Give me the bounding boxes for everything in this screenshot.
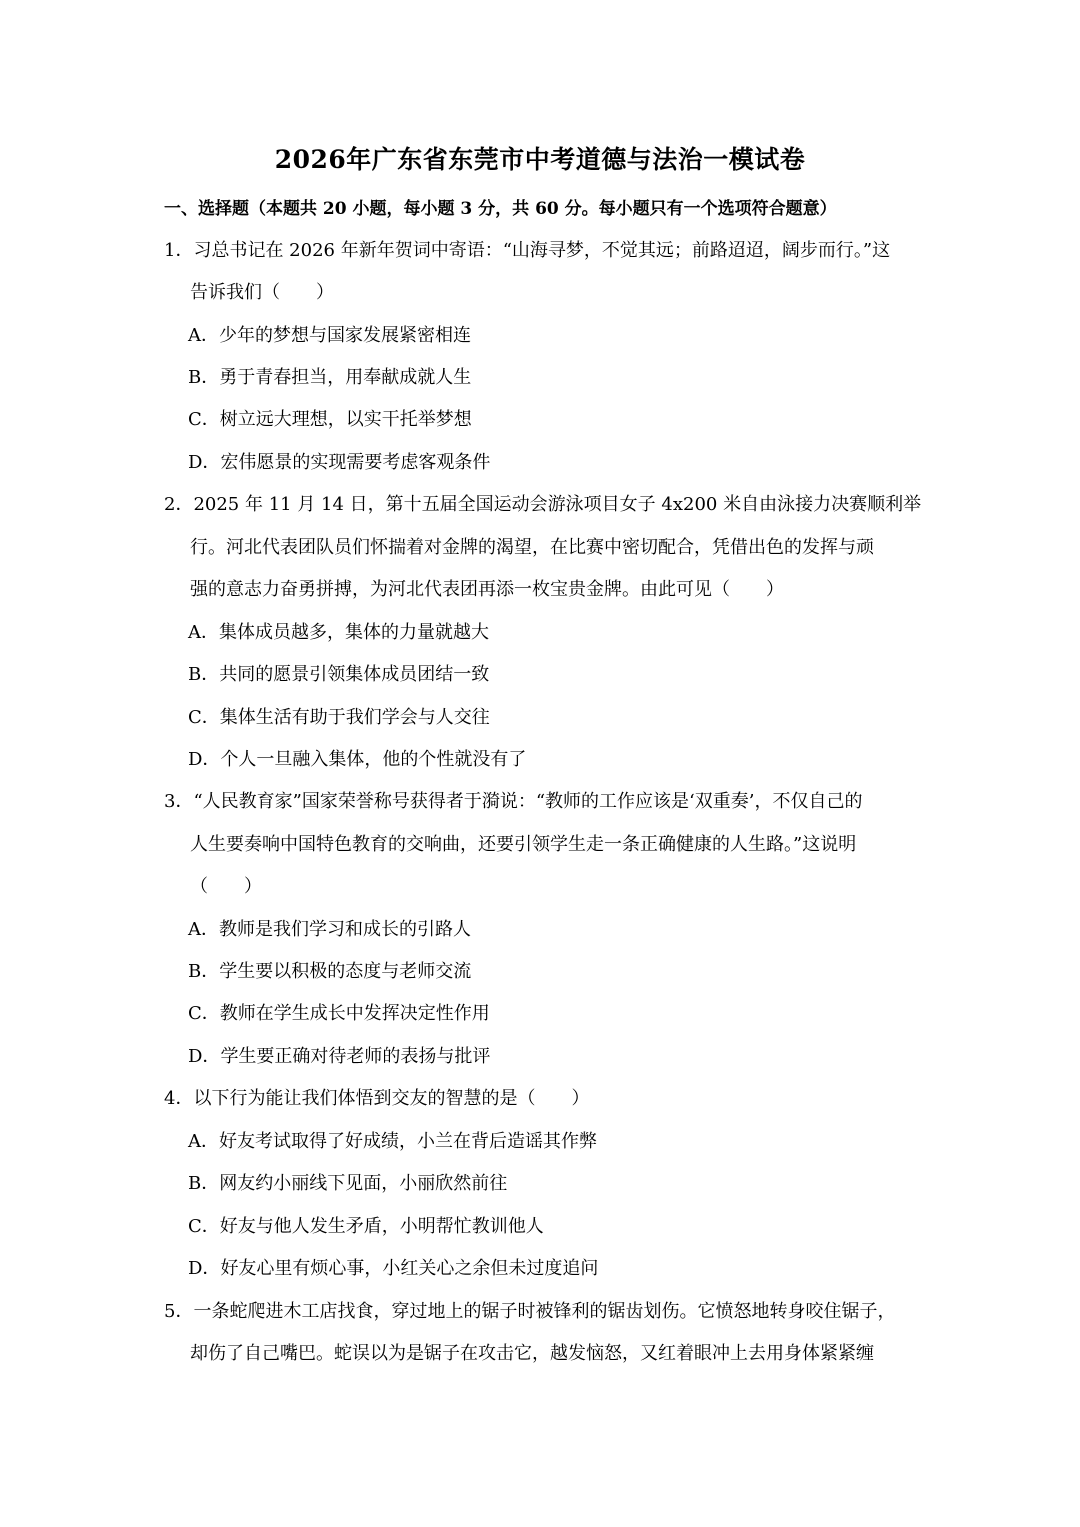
option-label: C． [188,1216,220,1237]
question-5-stem-line-2: 却伤了自己嘴巴。蛇误以为是锯子在攻击它，越发恼怒，又红着眼冲上去用身体紧紧缠 [190,1343,874,1364]
option-text: 树立远大理想，以实干托举梦想 [219,409,472,430]
question-4-option-b [188,1169,507,1199]
option-text: 少年的梦想与国家发展紧密相连 [219,325,471,346]
option-label: C． [188,409,220,430]
page-title: 2026年广东省东莞市中考道德与法治一模试卷 [274,145,806,174]
question-4-option-a [188,1127,597,1157]
question-2-option-b [188,660,489,690]
question-4-option-d [188,1254,598,1284]
question-2-option-c [188,703,490,733]
question-3-stem-line-1 [164,787,863,817]
question-1-stem-line-2: 告诉我们（ ） [190,282,334,303]
option-text: 教师在学生成长中发挥决定性作用 [219,1003,490,1024]
question-4-option-c [188,1212,544,1242]
question-3-stem-line-3: （ ） [190,876,262,897]
option-text: 网友约小丽线下见面，小丽欣然前往 [219,1173,508,1194]
question-3-option-d [188,1042,490,1072]
stem-text: 以下行为能让我们体悟到交友的智慧的是（ ） [193,1088,590,1109]
option-label: B． [188,961,220,982]
option-text: 集体成员越多，集体的力量就越大 [219,622,489,643]
section-heading: 一、选择题（本题共 20 小题，每小题 3 分，共 60 分。每小题只有一个选项符合题意） [164,199,837,219]
option-text: 学生要正确对待老师的表扬与批评 [220,1046,491,1067]
question-number: 1． [164,240,194,261]
stem-text: “人民教育家”国家荣誉称号获得者于漪说：“教师的工作应该是‘双重奏’，不仅自己的 [193,791,863,812]
option-text: 学生要以积极的态度与老师交流 [219,961,472,982]
option-label: D． [188,452,221,473]
option-text: 宏伟愿景的实现需要考虑客观条件 [220,452,491,473]
question-5-stem-line-1 [164,1297,895,1327]
question-2-option-a [188,618,489,648]
option-text: 好友心里有烦心事，小红关心之余但未过度追问 [220,1258,599,1279]
question-1-option-c [188,405,472,435]
question-4-stem-line-1 [164,1084,589,1114]
option-label: D． [188,1258,221,1279]
question-3-stem-line-2: 人生要奏响中国特色教育的交响曲，还要引领学生走一条正确健康的人生路。”这说明 [190,834,857,855]
option-label: C． [188,707,220,728]
question-1-option-a [188,321,471,351]
option-text: 个人一旦融入集体，他的个性就没有了 [220,749,527,770]
option-label: C． [188,1003,220,1024]
option-label: A． [188,1131,219,1152]
option-text: 勇于青春担当，用奉献成就人生 [219,367,472,388]
option-label: B． [188,1173,220,1194]
option-text: 集体生活有助于我们学会与人交往 [219,707,490,728]
question-number: 3． [164,791,194,812]
question-1-option-b [188,363,471,393]
option-text: 好友与他人发生矛盾，小明帮忙教训他人 [219,1216,544,1237]
option-label: A． [188,622,219,643]
question-2-stem-line-2: 行。河北代表团队员们怀揣着对金牌的渴望，在比赛中密切配合，凭借出色的发挥与顽 [190,537,874,558]
stem-text: 一条蛇爬进木工店找食，穿过地上的锯子时被锋利的锯齿划伤。它愤怒地转身咬住锯子， [193,1301,896,1322]
question-2-stem-line-1 [164,490,921,520]
question-number: 4． [164,1088,194,1109]
option-label: D． [188,1046,221,1067]
option-text: 好友考试取得了好成绩，小兰在背后造谣其作弊 [219,1131,597,1152]
option-text: 教师是我们学习和成长的引路人 [219,919,471,940]
option-label: B． [188,367,220,388]
question-number: 2． [164,494,194,515]
question-1-stem-line-1 [164,236,890,266]
question-2-stem-line-3: 强的意志力奋勇拼搏，为河北代表团再添一枚宝贵金牌。由此可见（ ） [190,579,784,600]
option-label: D． [188,749,221,770]
question-number: 5． [164,1301,194,1322]
option-label: A． [188,919,219,940]
stem-text: 2025 年 11 月 14 日，第十五届全国运动会游泳项目女子 4x200 米自由泳接力决赛顺利举 [193,494,922,515]
option-label: A． [188,325,219,346]
question-3-option-c [188,999,490,1029]
option-text: 共同的愿景引领集体成员团结一致 [219,664,490,685]
question-3-option-a [188,915,471,945]
question-1-option-d [188,448,490,478]
question-3-option-b [188,957,471,987]
question-2-option-d [188,745,526,775]
stem-text: 习总书记在 2026 年新年贺词中寄语：“山海寻梦，不觉其远；前路迢迢，阔步而行。”这 [193,240,891,261]
option-label: B． [188,664,220,685]
